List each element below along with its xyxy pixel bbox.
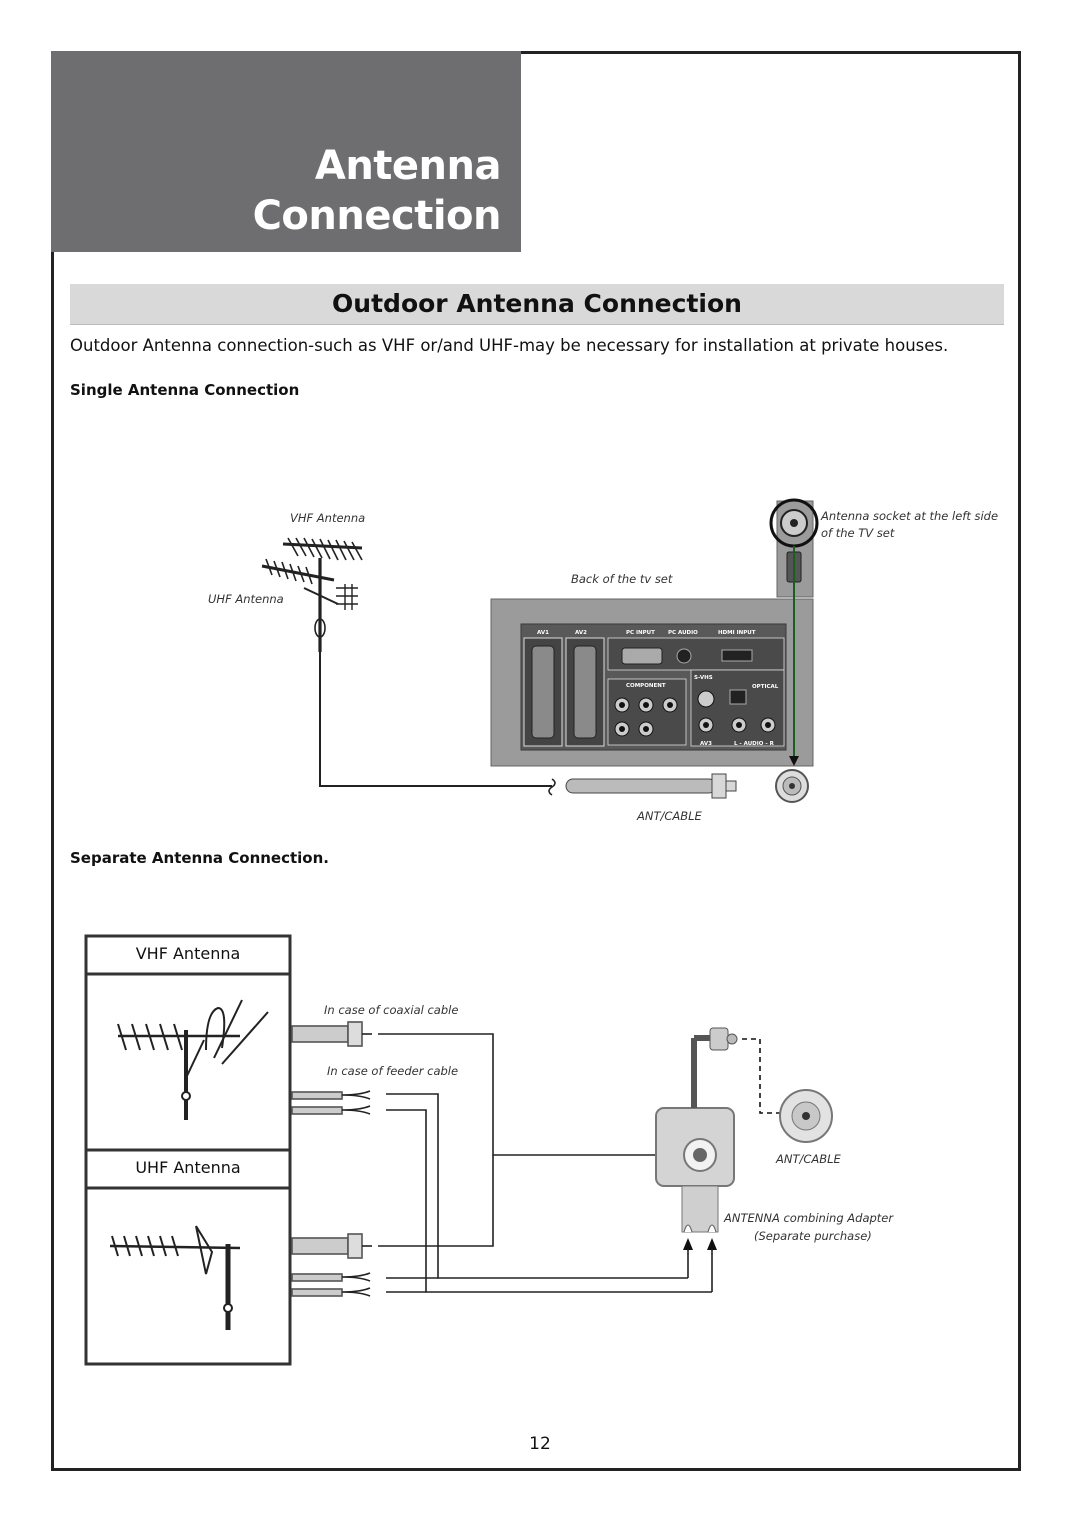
title-line-2: Connection [252, 193, 501, 239]
panel-label-av3: AV3 [700, 741, 712, 747]
intro-text: Outdoor Antenna connection-such as VHF or/and UHF-may be necessary for installation at private houses. [70, 336, 949, 355]
panel-label-svhs: S-VHS [694, 675, 713, 681]
panel-label-av2: AV2 [575, 630, 587, 636]
tv-back-panel [491, 599, 813, 766]
combining-adapter [656, 1028, 832, 1232]
adapter-caption-line-2: (Separate purchase) [754, 1229, 872, 1243]
vhf-antenna-caption: VHF Antenna [290, 511, 366, 525]
page-number: 12 [529, 1434, 551, 1454]
panel-label-optical: OPTICAL [752, 684, 779, 690]
section-title: Outdoor Antenna Connection [332, 289, 742, 318]
socket-caption-line-1: Antenna socket at the left side [821, 509, 999, 523]
adapter-caption-line-1: ANTENNA combining Adapter [724, 1211, 894, 1225]
uhf-antenna-caption: UHF Antenna [208, 592, 284, 606]
back-of-tv-caption: Back of the tv set [571, 572, 673, 586]
separate-antenna-heading: Separate Antenna Connection. [70, 849, 329, 867]
ant-cable-plug [566, 770, 808, 802]
ant-cable-label-single: ANT/CABLE [637, 809, 702, 823]
panel-label-pc-input: PC INPUT [626, 630, 655, 636]
vhf-antenna-box-label: VHF Antenna [135, 944, 241, 963]
panel-label-pc-audio: PC AUDIO [668, 630, 698, 636]
single-antenna-heading: Single Antenna Connection [70, 381, 300, 399]
panel-label-hdmi-input: HDMI INPUT [718, 630, 756, 636]
socket-caption-line-2: of the TV set [821, 526, 895, 540]
panel-label-av1: AV1 [537, 630, 549, 636]
panel-label-audio: L - AUDIO - R [734, 741, 774, 747]
panel-label-component: COMPONENT [626, 683, 666, 689]
coax-caption: In case of coaxial cable [324, 1003, 459, 1017]
title-line-1: Antenna [314, 143, 501, 189]
ant-cable-label-separate: ANT/CABLE [776, 1152, 841, 1166]
uhf-antenna-box [86, 1150, 290, 1364]
feeder-caption: In case of feeder cable [327, 1064, 459, 1078]
vhf-antenna-box [86, 936, 290, 1150]
uhf-antenna-box-label: UHF Antenna [135, 1158, 241, 1177]
